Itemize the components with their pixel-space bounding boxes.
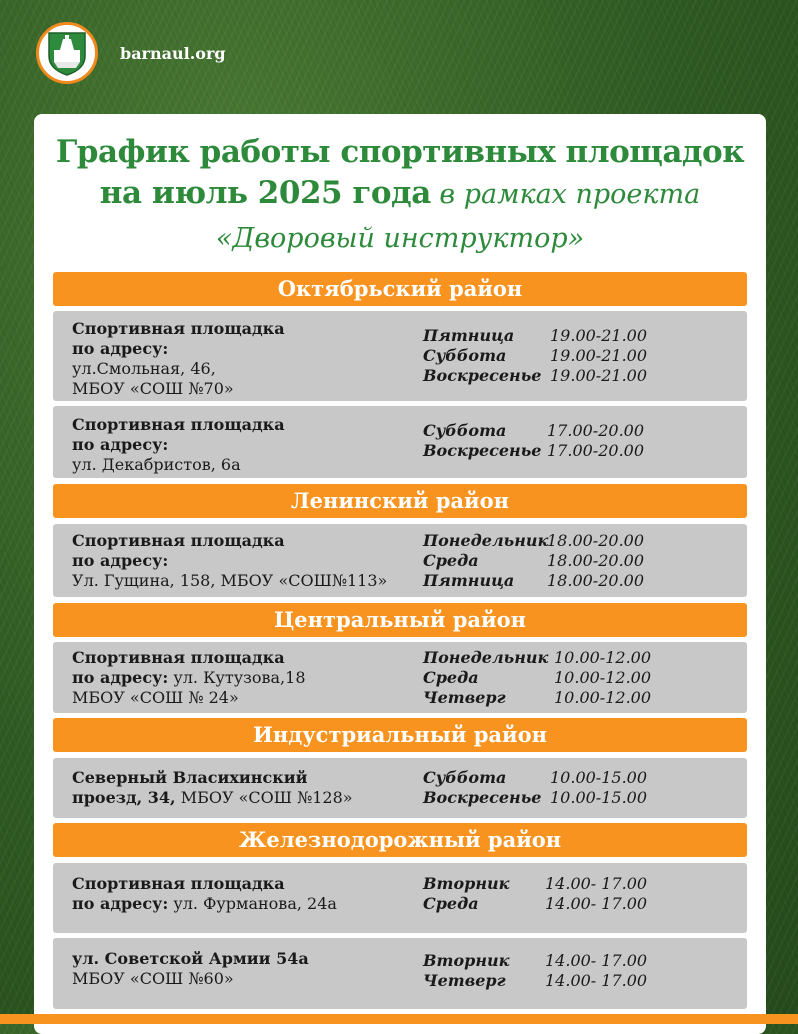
district-band-oktyabrsky: Октябрьский район <box>53 272 747 306</box>
site-panel <box>53 524 747 597</box>
emblem-icon <box>46 30 88 76</box>
site-address <box>72 949 412 989</box>
schedule-list <box>423 421 644 461</box>
site-label: ул. Советской Армии 54а <box>72 949 309 968</box>
district-band-leninsky: Ленинский район <box>53 484 747 518</box>
district-band-centralny: Центральный район <box>53 603 747 637</box>
schedule-row: Четверг 14.00- 17.00 <box>423 971 648 990</box>
site-panel <box>53 311 747 401</box>
schedule-row: Среда 18.00-20.00 <box>423 551 645 570</box>
schedule-row: Суббота 19.00-21.00 <box>423 346 648 365</box>
address-text: ул. Декабристов, 6а <box>72 455 241 474</box>
district-band-industrialny: Индустриальный район <box>53 718 747 752</box>
site-panel <box>53 642 747 713</box>
site-panel <box>53 938 747 1009</box>
schedule-row: Среда 14.00- 17.00 <box>423 894 648 913</box>
site-label-2: по адресу: <box>72 339 169 358</box>
page-title <box>34 132 766 259</box>
site-label-2: по адресу: <box>72 435 169 454</box>
schedule-row: Воскресенье 17.00-20.00 <box>423 441 645 460</box>
site-label: Спортивная площадка <box>72 531 285 550</box>
school-text: МБОУ «СОШ №70» <box>72 379 234 398</box>
schedule-row: Суббота 10.00-15.00 <box>423 768 648 787</box>
schedule-list <box>423 326 647 386</box>
schedule-card <box>34 114 766 1034</box>
address-text: ул. Фурманова, 24а <box>168 894 337 913</box>
schedule-row: Четверг 10.00-12.00 <box>423 688 652 707</box>
site-label-2: проезд, 34, <box>72 788 176 807</box>
site-address <box>72 874 412 914</box>
site-panel <box>53 406 747 478</box>
site-label: Спортивная площадка <box>72 874 285 893</box>
site-panel <box>53 758 747 818</box>
site-label-2: по адресу: <box>72 551 169 570</box>
schedule-row: Пятница 18.00-20.00 <box>423 571 645 590</box>
site-label-2: по адресу: <box>72 894 169 913</box>
title-line-2-italic: в рамках проекта <box>430 179 701 210</box>
school-text: МБОУ «СОШ № 24» <box>72 688 239 707</box>
city-emblem-logo[interactable] <box>36 22 98 84</box>
schedule-list <box>423 951 647 991</box>
site-label-2: по адресу: <box>72 668 169 687</box>
schedule-list <box>423 648 651 708</box>
schedule-row: Понедельник 10.00-12.00 <box>423 648 652 667</box>
site-address <box>72 319 412 399</box>
site-address <box>72 415 412 475</box>
site-address <box>72 648 412 708</box>
address-text: ул. Кутузова,18 <box>168 668 306 687</box>
schedule-row: Суббота 17.00-20.00 <box>423 421 645 440</box>
title-line-3: «Дворовый инструктор» <box>215 223 585 254</box>
schedule-row: Воскресенье 19.00-21.00 <box>423 366 648 385</box>
schedule-list <box>423 874 647 914</box>
title-line-1: График работы спортивных площадок <box>55 134 745 170</box>
header <box>36 20 226 86</box>
site-label: Северный Власихинский <box>72 768 308 787</box>
schedule-row: Пятница 19.00-21.00 <box>423 326 648 345</box>
schedule-row: Воскресенье 10.00-15.00 <box>423 788 648 807</box>
schedule-row: Вторник 14.00- 17.00 <box>423 874 648 893</box>
bottom-accent-bar <box>0 1014 798 1024</box>
site-label: Спортивная площадка <box>72 415 285 434</box>
schedule-row: Вторник 14.00- 17.00 <box>423 951 648 970</box>
schedule-list <box>423 768 647 808</box>
district-band-zheleznodorozhny: Железнодорожный район <box>53 823 747 857</box>
site-address <box>72 768 412 808</box>
site-name[interactable]: barnaul.org <box>120 43 226 63</box>
school-text: МБОУ «СОШ №128» <box>175 788 353 807</box>
schedule-row: Среда 10.00-12.00 <box>423 668 652 687</box>
address-text: Ул. Гущина, 158, МБОУ «СОШ№113» <box>72 571 388 590</box>
address-text: ул.Смольная, 46, <box>72 359 216 378</box>
school-text: МБОУ «СОШ №60» <box>72 969 234 988</box>
title-line-2-bold: на июль 2025 года <box>99 175 431 211</box>
schedule-row: Понедельник 18.00-20.00 <box>423 531 645 550</box>
site-panel <box>53 863 747 933</box>
site-label: Спортивная площадка <box>72 319 285 338</box>
site-address <box>72 531 432 591</box>
site-label: Спортивная площадка <box>72 648 285 667</box>
schedule-list <box>423 531 644 591</box>
